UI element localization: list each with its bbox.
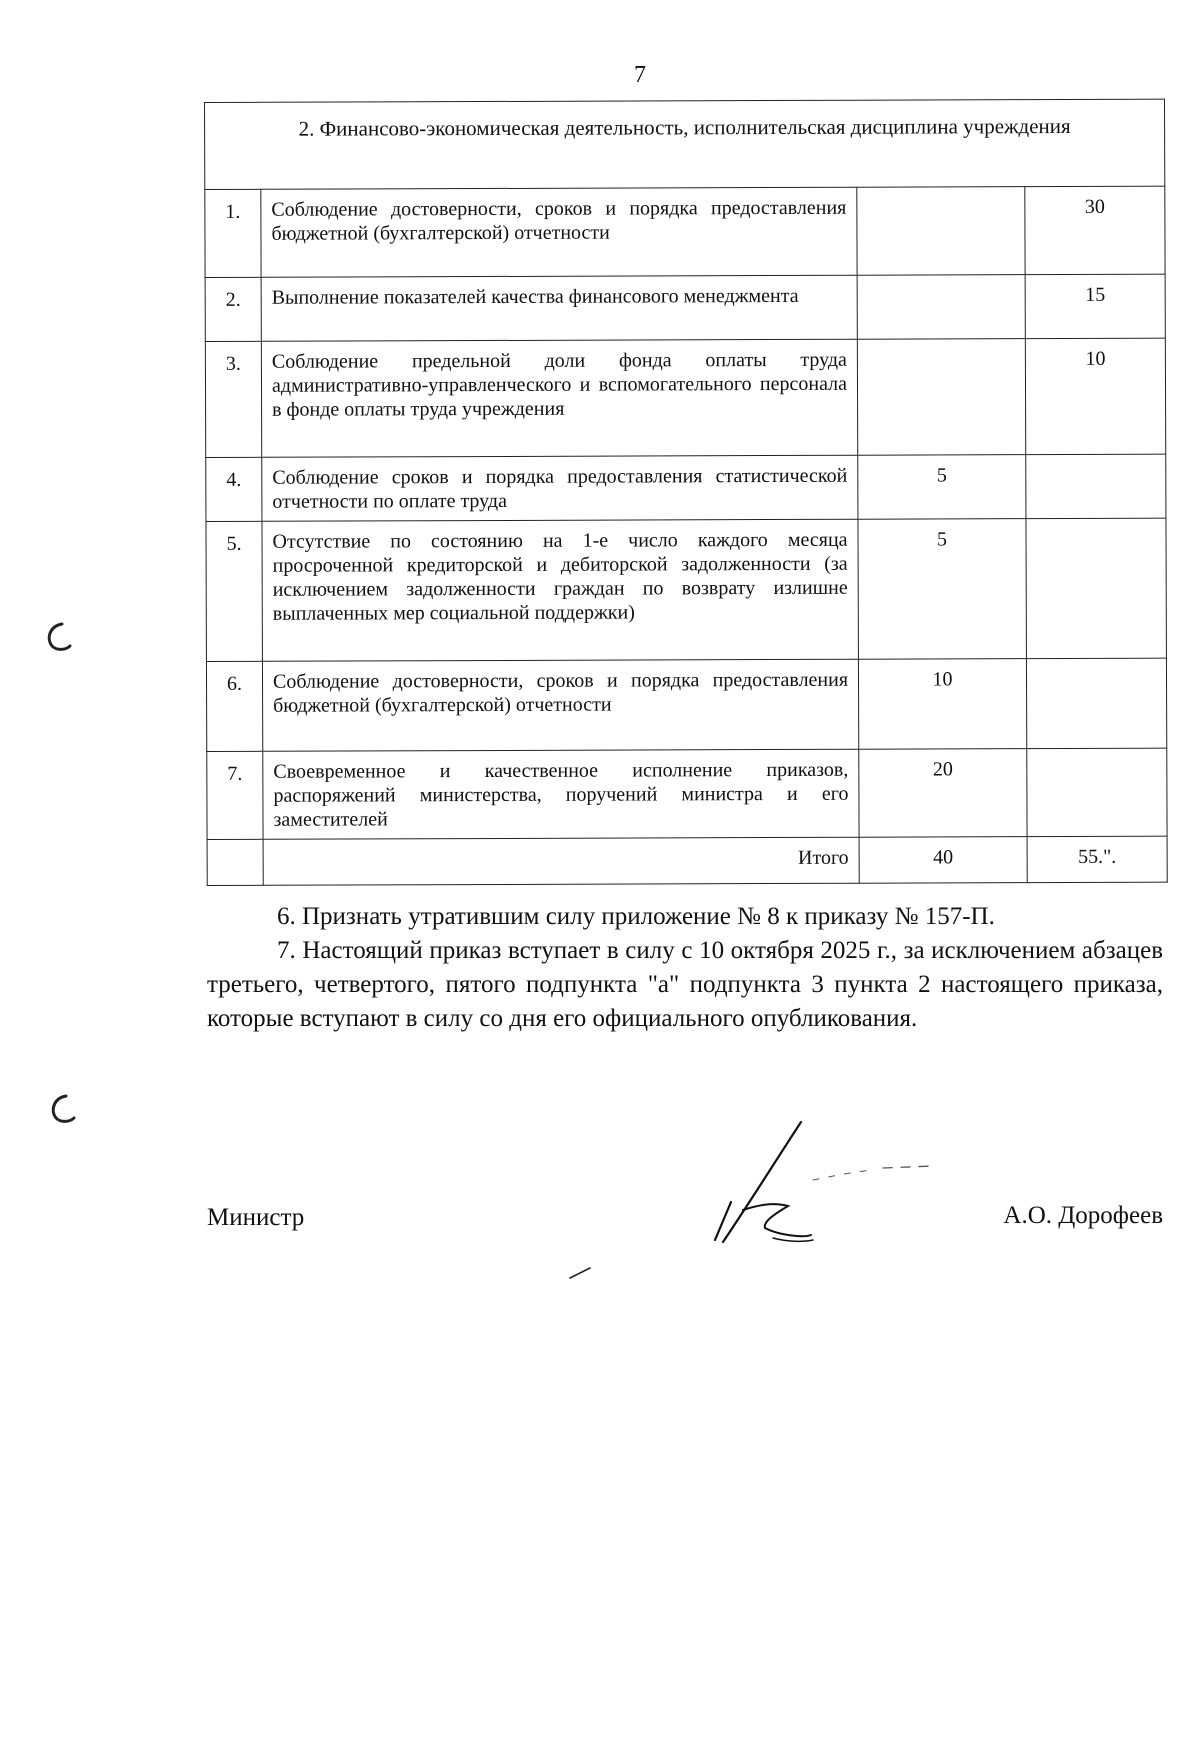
total-value-col1: 40: [859, 837, 1027, 884]
table-row: [206, 454, 1166, 521]
row-value-col2: [1026, 518, 1167, 658]
row-number: 2.: [205, 277, 261, 341]
section-header: 2. Финансово-экономическая деятельность, исполнительская дисциплина учреждения: [205, 99, 1165, 189]
row-criterion: Соблюдение сроков и порядка предоставления статистической отчетности по оплате труда: [262, 455, 858, 521]
table-row: [205, 186, 1165, 277]
row-criterion: Соблюдение предельной доли фонда оплаты труда административно-управленческого и вспомогательного персонала в фонде оплаты труда учреждения: [261, 339, 857, 457]
total-value-col2: 55.".: [1027, 836, 1167, 882]
row-value-col1: 20: [859, 749, 1027, 838]
row-number: 5.: [206, 521, 262, 661]
row-criterion: Выполнение показателей качества финансового менеджмента: [261, 275, 857, 341]
page-number: 7: [634, 62, 646, 88]
table-row: [205, 338, 1165, 457]
row-value-col2: 10: [1025, 338, 1165, 454]
row-criterion: Отсутствие по состоянию на 1-е число каждого месяца просроченной кредиторской и дебиторской задолженности (за исключением задолженности граждан по возврату излишне выплаченных мер социальной поддержки): [262, 519, 858, 661]
row-value-col1: 5: [858, 455, 1026, 520]
row-value-col2: 15: [1025, 274, 1165, 338]
table-row: [206, 658, 1166, 751]
binding-hole-mark-icon: [44, 1092, 78, 1126]
row-value-col1: 10: [858, 659, 1026, 750]
signatory-name: А.О. Дорофеев: [1003, 1202, 1163, 1229]
binding-hole-mark-icon: [40, 620, 74, 654]
row-value-col2: [1027, 748, 1167, 836]
row-value-col1: [857, 339, 1025, 456]
row-number: 7.: [207, 751, 263, 839]
row-number: 1.: [205, 189, 261, 277]
row-value-col1: 5: [858, 519, 1026, 660]
signature-block: [207, 1190, 1163, 1250]
criteria-table: [204, 99, 1168, 886]
total-label: Итого: [263, 837, 859, 885]
row-criterion: Соблюдение достоверности, сроков и порядка предоставления бюджетной (бухгалтерской) отчетности: [261, 187, 857, 277]
row-criterion: Соблюдение достоверности, сроков и порядка предоставления бюджетной (бухгалтерской) отчетности: [262, 659, 858, 751]
row-value-col1: [857, 187, 1025, 276]
total-number-cell: [207, 839, 263, 885]
signatory-role: Министр: [207, 1204, 305, 1231]
paragraph-6: 6. Признать утратившим силу приложение № 8 к приказу № 157-П.: [277, 903, 995, 930]
row-value-col2: [1026, 454, 1166, 518]
table-total-row: [207, 836, 1167, 885]
row-value-col2: 30: [1025, 186, 1165, 274]
row-value-col1: [857, 275, 1025, 340]
scan-speck-mark-icon: [568, 1262, 598, 1282]
table-row: [207, 748, 1167, 839]
table-section-header-row: [205, 99, 1165, 189]
row-number: 4.: [206, 457, 262, 521]
row-criterion: Своевременное и качественное исполнение приказов, распоряжений министерства, поручений министра и его заместителей: [263, 749, 859, 839]
table-row: [205, 274, 1165, 341]
row-number: 3.: [205, 341, 261, 457]
paragraph-7: 7. Настоящий приказ вступает в силу с 10 октября 2025 г., за исключением абзацев третьего, четвертого, пятого подпункта "а" подпункта 3 пункта 2 настоящего приказа, которые вступают в силу со дня его официального опубликования.: [207, 937, 1163, 1032]
table-row: [206, 518, 1167, 661]
handwritten-signature: [703, 1110, 963, 1260]
criteria-table-container: [204, 99, 1167, 886]
row-value-col2: [1026, 658, 1166, 748]
order-paragraphs: [207, 900, 1163, 1036]
row-number: 6.: [206, 661, 262, 751]
